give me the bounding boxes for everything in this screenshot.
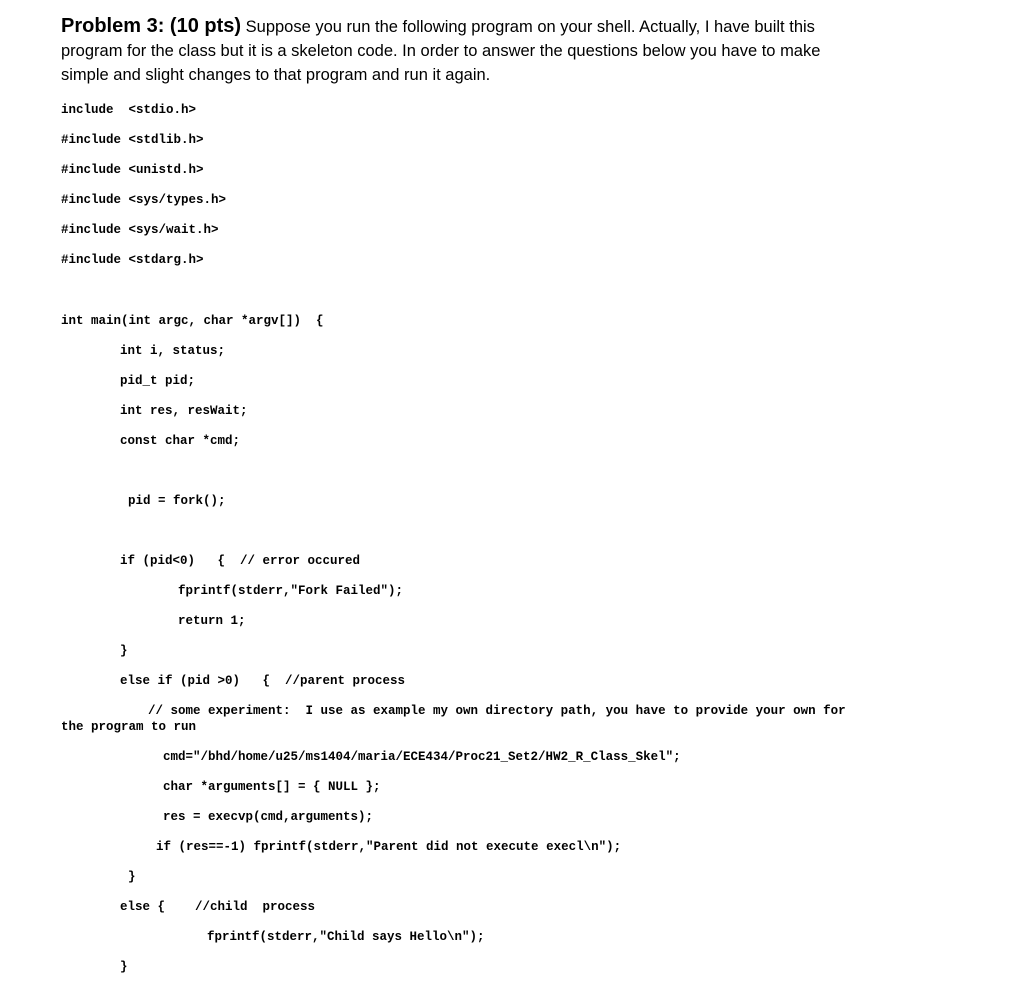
problem-text-line-1: Suppose you run the following program on your shell. Actually, I have built this [245, 18, 815, 36]
code-line: pid_t pid; [120, 374, 196, 388]
problem-text-line-3: simple and slight changes to that program and run it again. [61, 66, 491, 84]
code-line: fprintf(stderr,"Fork Failed"); [178, 584, 404, 598]
code-line: int i, status; [120, 344, 226, 358]
code-line: else if (pid >0) { //parent process [120, 674, 406, 688]
problem-text-line-2: program for the class but it is a skeleton code. In order to answer the questions below you have to make [61, 42, 821, 60]
code-line: // some experiment: I use as example my own directory path, you have to provide your own for [148, 704, 846, 718]
code-line: #include <sys/types.h> [61, 193, 227, 207]
code-line: int res, resWait; [120, 404, 248, 418]
code-line: #include <stdarg.h> [61, 253, 204, 267]
code-line: int main(int argc, char *argv[]) { [61, 314, 324, 328]
code-line: if (pid<0) { // error occured [120, 554, 361, 568]
code-line: cmd="/bhd/home/u25/ms1404/maria/ECE434/Proc21_Set2/HW2_R_Class_Skel"; [163, 750, 681, 764]
code-line: include <stdio.h> [61, 103, 197, 117]
code-line: fprintf(stderr,"Child says Hello\n"); [207, 930, 485, 944]
code-line: } [120, 960, 128, 974]
code-line: } [128, 870, 136, 884]
code-line: else { //child process [120, 900, 316, 914]
code-line: the program to run [61, 720, 197, 734]
code-line: #include <unistd.h> [61, 163, 204, 177]
code-line: pid = fork(); [128, 494, 226, 508]
code-line: char *arguments[] = { NULL }; [163, 780, 381, 794]
code-line: if (res==-1) fprintf(stderr,"Parent did not execute execl\n"); [156, 840, 622, 854]
problem-statement [61, 14, 861, 87]
code-line: return 1; [178, 614, 246, 628]
code-line: res = execvp(cmd,arguments); [163, 810, 374, 824]
problem-title: Problem 3: (10 pts) [61, 15, 242, 37]
code-line: #include <sys/wait.h> [61, 223, 219, 237]
code-line: const char *cmd; [120, 434, 241, 448]
code-line: #include <stdlib.h> [61, 133, 204, 147]
code-line: } [120, 644, 128, 658]
